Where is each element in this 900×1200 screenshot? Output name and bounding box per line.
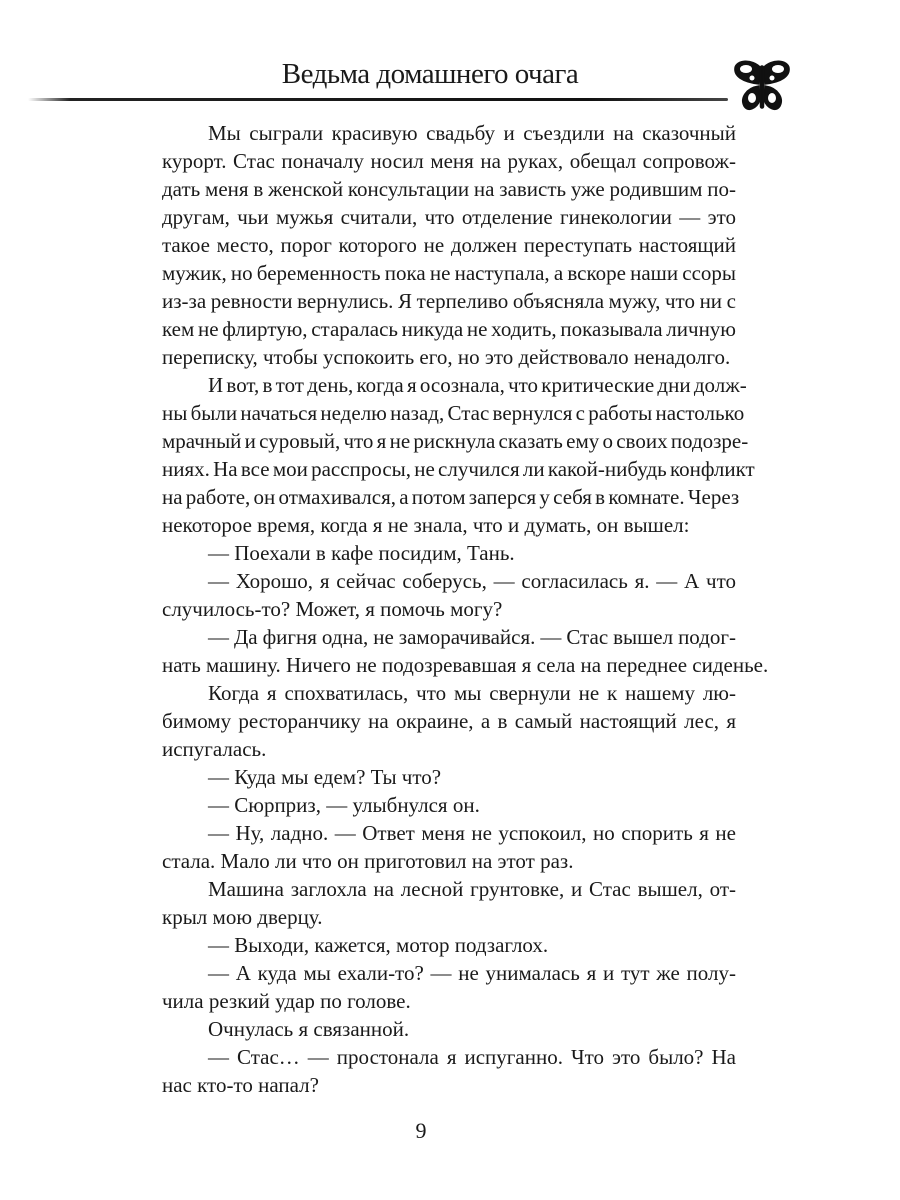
text-line: дать меня в женской консультации на зависть уже родившим по- [162,177,736,201]
text-line: крыл мою дверцу. [162,905,323,929]
text-line: мужик, но беременность пока не наступала, а вскоре наши ссоры [162,261,736,285]
text-line: — Поехали в кафе посидим, Тань. [208,541,515,565]
text-line: некоторое время, когда я не знала, что и думать, он вышел: [162,513,690,537]
text-line: такое место, порог которого не должен переступать настоящий [162,233,736,257]
header-title: Ведьма домашнего очага [281,58,579,90]
text-line: — Стас… — простонала я испуганно. Что это было? На [208,1045,736,1069]
text-line: случилось-то? Может, я помочь могу? [162,597,503,621]
text-line: — Хорошо, я сейчас соберусь, — согласилась я. — А что [208,569,736,593]
text-line: кем не флиртую, старалась никуда не ходить, показывала личную [162,317,736,341]
text-line: Очнулась я связанной. [208,1017,410,1041]
text-line: ниях. На все мои расспросы, не случился ли какой-нибудь конфликт [162,457,755,481]
text-line: — Да фигня одна, не заморачивайся. — Стас вышел подог- [208,625,736,649]
text-line: И вот, в тот день, когда я осознала, что критические дни долж- [208,373,747,397]
text-line: бимому ресторанчику на окраине, а в самый настоящий лес, я [162,709,736,733]
text-line: — Выходи, кажется, мотор подзаглох. [208,933,549,957]
text-line: из-за ревности вернулись. Я терпеливо объясняла мужу, что ни с [162,289,736,313]
text-line: Машина заглохла на лесной грунтовке, и Стас вышел, от- [208,877,736,901]
text-line: ны были начаться неделю назад, Стас вернулся с работы настолько [162,401,745,425]
body-text [162,119,769,1099]
text-line: Мы сыграли красивую свадьбу и съездили на сказочный [208,121,736,145]
text-line: — Сюрприз, — улыбнулся он. [208,793,480,817]
butterfly-icon [732,58,792,114]
text-line: — Ну, ладно. — Ответ меня не успокоил, но спорить я не [208,821,736,845]
text-line: другам, чьи мужья считали, что отделение гинекологии — это [162,205,736,229]
text-line: Когда я спохватилась, что мы свернули не к нашему лю- [208,681,736,705]
text-line: — А куда мы ехали-то? — не унималась я и тут же полу- [208,961,736,985]
text-line: — Куда мы едем? Ты что? [208,765,442,789]
text-line: нас кто-то напал? [162,1073,319,1097]
text-line: чила резкий удар по голове. [162,989,411,1013]
text-line: мрачный и суровый, что я не рискнула сказать ему о своих подозре- [162,429,749,453]
header-rule [28,98,728,101]
page-number: 9 [415,1118,427,1143]
text-line: переписку, чтобы успокоить его, но это действовало ненадолго. [162,345,731,369]
text-line: испугалась. [162,737,267,761]
text-line: стала. Мало ли что он приготовил на этот раз. [162,849,574,873]
text-line: нать машину. Ничего не подозревавшая я села на переднее сиденье. [162,653,769,677]
text-line: на работе, он отмахивался, а потом заперся у себя в комнате. Через [162,485,740,509]
text-line: курорт. Стас поначалу носил меня на руках, обещал сопровож- [162,149,736,173]
